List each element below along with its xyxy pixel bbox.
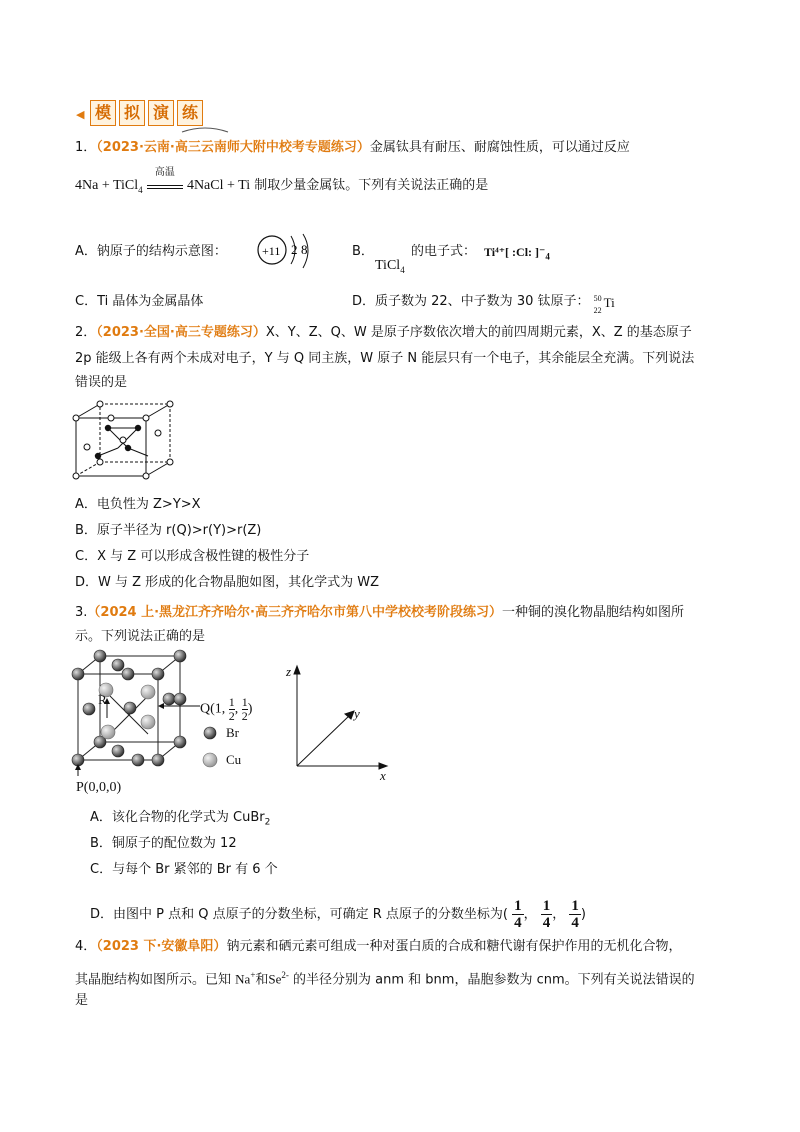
q1-equation-line: 4Na + TiCl$_4$ 高温 4NaCl + Ti 制取少量金属钛。下列有关说法正确的是	[75, 167, 489, 195]
legend-cu: Cu	[226, 752, 242, 767]
q3-stem: 3.（2024 上·黑龙江齐齐哈尔·高三齐齐哈尔市第八中学校校考阶段练习）一种铜的溴化物晶胞结构如图所	[75, 605, 685, 620]
fraction: $\frac{1}{4}$	[514, 898, 522, 931]
q2-unit-cell-diagram	[72, 400, 182, 480]
sodium-atom-diagram	[255, 230, 320, 274]
q1-option-d: D．质子数为 22、中子数为 30 钛原子： 50 22 Ti	[352, 293, 615, 315]
q3-stem-line2: 示。下列说法正确的是	[75, 629, 206, 644]
q2-option-d: D．W 与 Z 形成的化合物晶胞如图，其化学式为 WZ	[75, 575, 380, 590]
q3-label-q: Q(1, $\frac{1}{2}$ , $\frac{1}{2}$ )	[200, 695, 253, 723]
fraction: $\frac{1}{4}$	[571, 898, 579, 931]
q3-label-r: R	[98, 692, 107, 707]
axis-y-label: y	[354, 706, 360, 721]
banner-tile: 练	[177, 100, 203, 126]
q2-stem-line3: 错误的是	[75, 375, 128, 390]
q2-option-a: A．电负性为 Z>Y>X	[75, 497, 201, 512]
speaker-icon: ◀	[76, 108, 85, 121]
q3-option-b: B．铜原子的配位数为 12	[90, 836, 237, 851]
q3-option-c: C．与每个 Br 紧邻的 Br 有 6 个	[90, 862, 278, 877]
q1-electron-formula: Ti⁴⁺[ :Cl: ]$^-_4$	[484, 245, 550, 262]
svg-text:8: 8	[301, 242, 308, 257]
banner-tile: 模	[90, 100, 116, 126]
fraction: $\frac{1}{4}$	[542, 898, 551, 931]
q3-option-d: D．由图中 P 点和 Q 点原子的分数坐标，可确定 R 点原子的分数坐标为( $\frac{1}{4}$ ， $\frac{1}{4}$ ， $\frac{1}{4}$ )	[90, 898, 586, 931]
q1-option-a: A．钠原子的结构示意图：	[75, 244, 227, 259]
q2-stem-line2: 2p 能级上各有两个未成对电子，Y 与 Q 同主族，W 原子 N 能层只有一个电子，其余能层全充满。下列说法	[75, 351, 695, 366]
q2-stem: 2．（2023·全国·高三专题练习）X、Y、Z、Q、W 是原子序数依次增大的前四周期元素，X、Z 的基态原子	[75, 325, 692, 340]
q1-option-c: C．Ti 晶体为金属晶体	[75, 294, 204, 309]
q4-stem-line2: 其晶胞结构如图所示。已知 Na+和$Se^{2-}$ 的半径分别为 anm 和 bnm，晶胞参数为 cnm。下列有关说法错误的	[75, 970, 695, 988]
q4-stem: 4．（2023 下·安徽阜阳）钠元素和硒元素可组成一种对蛋白质的合成和糖代谢有保护作用的无机化合物，	[75, 939, 682, 954]
q2-option-c: C．X 与 Z 可以形成含极性键的极性分子	[75, 549, 310, 564]
q1-option-b-formula: TiCl$_4$	[375, 258, 405, 275]
q2-option-b: B．原子半径为 r(Q)>r(Y)>r(Z)	[75, 523, 262, 538]
banner-swoosh	[180, 124, 230, 136]
q3-option-a: A．该化合物的化学式为 CuBr$_2$	[90, 810, 271, 828]
svg-text:+11: +11	[262, 244, 281, 258]
svg-text:2: 2	[291, 242, 298, 257]
axis-z-label: z	[286, 664, 292, 679]
legend-br: Br	[226, 725, 239, 740]
q1-stem: 1．（2023·云南·高三云南师大附中校考专题练习）金属钛具有耐压、耐腐蚀性质，可以通过反应	[75, 140, 630, 155]
banner-tile: 拟	[119, 100, 145, 126]
q1-option-b: B．	[352, 244, 374, 259]
q4-stem-line3: 是	[75, 993, 89, 1008]
section-banner	[76, 100, 206, 126]
q3-label-p: P(0,0,0)	[76, 780, 122, 795]
q3-axes-diagram	[285, 660, 395, 780]
banner-tile: 演	[148, 100, 174, 126]
axis-x-label: x	[380, 768, 386, 783]
q1-option-b-text: 的电子式：	[411, 244, 477, 259]
